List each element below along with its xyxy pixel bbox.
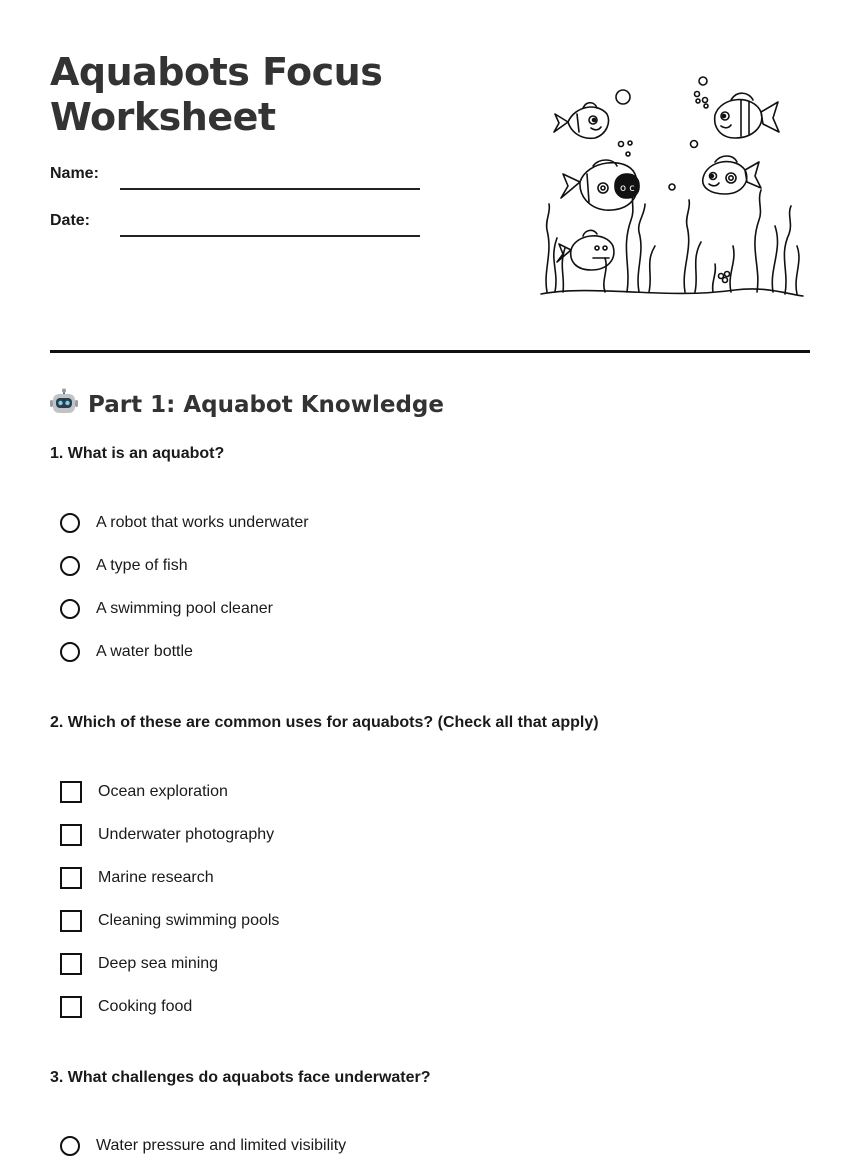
radio-button[interactable]	[60, 642, 80, 662]
part1-title: Part 1: Aquabot Knowledge	[88, 392, 444, 418]
question-3: 3. What challenges do aquabots face underwater?	[50, 1069, 431, 1086]
option-label: Underwater photography	[98, 826, 275, 843]
checkbox[interactable]	[60, 781, 82, 803]
option-label: Water pressure and limited visibility	[96, 1137, 347, 1154]
option-label: A robot that works underwater	[96, 514, 309, 531]
header-divider	[50, 350, 810, 353]
checkbox[interactable]	[60, 824, 82, 846]
option-label: Ocean exploration	[98, 783, 228, 800]
title-line-1: Aquabots Focus	[50, 50, 383, 94]
option-label: Marine research	[98, 869, 214, 886]
worksheet-title	[50, 50, 470, 140]
option-label: Cleaning swimming pools	[98, 912, 280, 929]
radio-button[interactable]	[60, 556, 80, 576]
question-2: 2. Which of these are common uses for aquabots? (Check all that apply)	[50, 714, 599, 731]
fish-1	[554, 103, 609, 139]
option-label: A water bottle	[96, 643, 193, 660]
fish-4	[703, 156, 761, 194]
checkbox[interactable]	[60, 953, 82, 975]
q3-option-1[interactable]	[60, 1134, 346, 1158]
question-1: 1. What is an aquabot?	[50, 445, 225, 462]
q2-option-3[interactable]	[60, 866, 214, 890]
date-label: Date:	[50, 212, 91, 229]
date-blank-line[interactable]	[120, 235, 420, 237]
robot-icon	[50, 388, 78, 422]
date-field[interactable]	[50, 212, 420, 230]
q2-option-6[interactable]	[60, 995, 192, 1019]
svg-text:o c: o c	[620, 183, 635, 194]
q1-option-2[interactable]	[60, 554, 188, 578]
q1-option-4[interactable]	[60, 640, 193, 664]
checkbox[interactable]	[60, 910, 82, 932]
radio-button[interactable]	[60, 599, 80, 619]
checkbox[interactable]	[60, 867, 82, 889]
q1-option-3[interactable]	[60, 597, 273, 621]
underwater-illustration-icon	[535, 70, 805, 305]
name-field[interactable]	[50, 165, 420, 183]
title-line-2: Worksheet	[50, 95, 276, 139]
option-label: A type of fish	[96, 557, 188, 574]
option-label: A swimming pool cleaner	[96, 600, 273, 617]
radio-button[interactable]	[60, 513, 80, 533]
part1-heading	[50, 388, 444, 422]
q1-option-1[interactable]	[60, 511, 309, 535]
name-label: Name:	[50, 165, 99, 182]
q2-option-5[interactable]	[60, 952, 218, 976]
seaweed	[541, 190, 803, 296]
checkbox[interactable]	[60, 996, 82, 1018]
q2-option-2[interactable]	[60, 823, 274, 847]
radio-button[interactable]	[60, 1136, 80, 1156]
option-label: Cooking food	[98, 998, 193, 1015]
robot-fish	[561, 160, 639, 210]
option-label: Deep sea mining	[98, 955, 219, 972]
q2-option-1[interactable]	[60, 780, 228, 804]
fish-2	[715, 93, 779, 138]
name-blank-line[interactable]	[120, 188, 420, 190]
q2-option-4[interactable]	[60, 909, 279, 933]
